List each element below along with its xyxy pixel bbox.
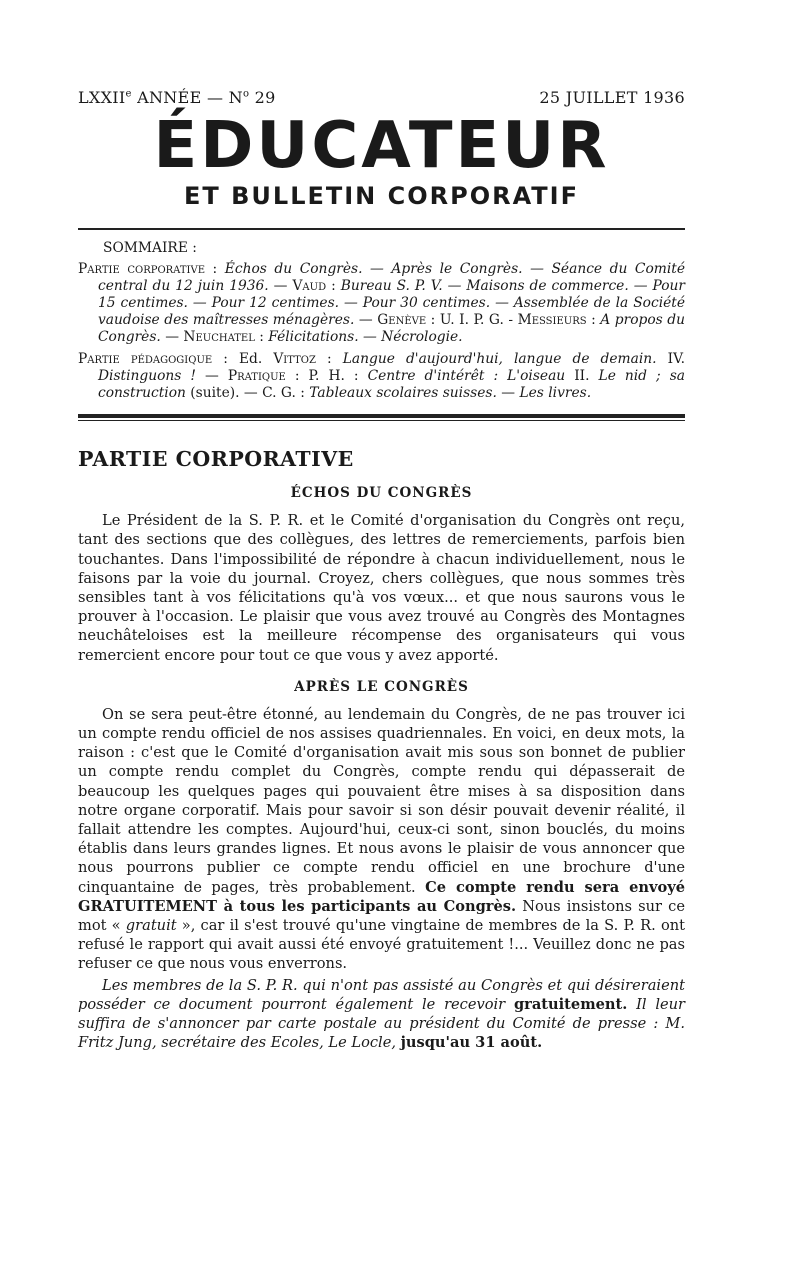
journal-subtitle: ET BULLETIN CORPORATIF	[184, 182, 579, 211]
article-title-apres: APRÈS LE CONGRÈS	[294, 678, 469, 695]
issue-date: 25 JUILLET 1936	[539, 88, 685, 107]
paragraph: Les membres de la S. P. R. qui n'ont pas assisté au Congrès et qui désireraient posséder ce document pourront également le recevoir gratuitement. Il leur suffira de s'annoncer par carte postale au président du Comité de presse : M. Fritz Jung, secrétaire des Ecoles, Le Locle, jusqu'au 31 août.	[78, 976, 686, 1052]
article-title-echos: ÉCHOS DU CONGRÈS	[290, 485, 473, 502]
paragraph: Le Président de la S. P. R. et le Comité d'organisation du Congrès ont reçu, tant des sections que des collègues, des lettres de remerciements, parfois bien touchantes. Dans l'impossibilité de répondre à chacun individuellement, nous le faisons par la voie du journal. Croyez, chers collègues, que nous sommes très sensibles tant à vos félicitations qu'à vos vœux... et que nous saurons vous le prouver à l'occasion. Le plaisir que vous avez trouvé au Congrès des Montagnes neuchâteloises est la meilleure récompense des organisateurs qui vous remercient encore pour tout ce que vous y avez apporté.	[78, 512, 685, 664]
table-of-contents	[78, 240, 685, 402]
section-title: PARTIE CORPORATIVE	[78, 447, 354, 472]
article-body-apres	[78, 705, 685, 1053]
toc-entry-corporative: Partie corporative : Échos du Congrès. — Après le Congrès. — Séance du Comité central du 12 juin 1936. — Vaud : Bureau S. P. V. — Maisons de commerce. — Pour 15 centimes. — Pour 12 centimes. — Pour 30 centimes. — Assemblée de la Société vaudoise des maîtresses ménagères. — Genève : U. I. P. G. - Messieurs : A propos du Congrès. — Neuchatel : Félicitations. — Nécrologie.	[78, 261, 685, 346]
article-body-echos	[78, 511, 685, 665]
volume-number: LXXIIe ANNÉE — $N^o$ 29	[78, 88, 276, 107]
journal-title: ÉDUCATEUR	[153, 109, 610, 183]
divider	[78, 228, 685, 230]
toc-entry-pedagogique: Partie pédagogique : Ed. Vittoz : Langue d'aujourd'hui, langue de demain. IV. Distinguons ! — Pratique : P. H. : Centre d'intérêt : L'oiseau II. Le nid ; sa construction (suite). — C. G. : Tableaux scolaires suisses. — Les livres.	[78, 351, 686, 402]
issue-line	[78, 88, 685, 107]
double-divider	[78, 414, 685, 421]
paragraph: On se sera peut-être étonné, au lendemain du Congrès, de ne pas trouver ici un compte rendu officiel de nos assises quadriennales. En voici, en deux mots, la raison : c'est que le Comité d'organisation avait mis sous son bonnet de publier un compte rendu complet du Congrès, compte rendu qui dépasserait de beaucoup les quelques pages qui pouvaient être mises à sa disposition dans notre organe corporatif. Mais pour savoir si son désir pouvait devenir réalité, il fallait attendre les comptes. Aujourd'hui, ceux-ci sont, sinon bouclés, du moins établis dans leurs grandes lignes. Et nous avons le plaisir de vous annoncer que nous pourrons publier ce compte rendu officiel en une brochure d'une cinquantaine de pages, très probablement. Ce compte rendu sera envoyé GRATUITEMENT à tous les participants au Congrès. Nous insistons sur ce mot « gratuit », car il s'est trouvé qu'une vingtaine de membres de la S. P. R. ont refusé le rapport qui avait aussi été envoyé gratuitement !... Veuillez donc ne pas refuser ce que nous vous enverrons.	[78, 705, 686, 973]
toc-title: SOMMAIRE :	[103, 240, 197, 257]
page	[78, 88, 685, 1052]
